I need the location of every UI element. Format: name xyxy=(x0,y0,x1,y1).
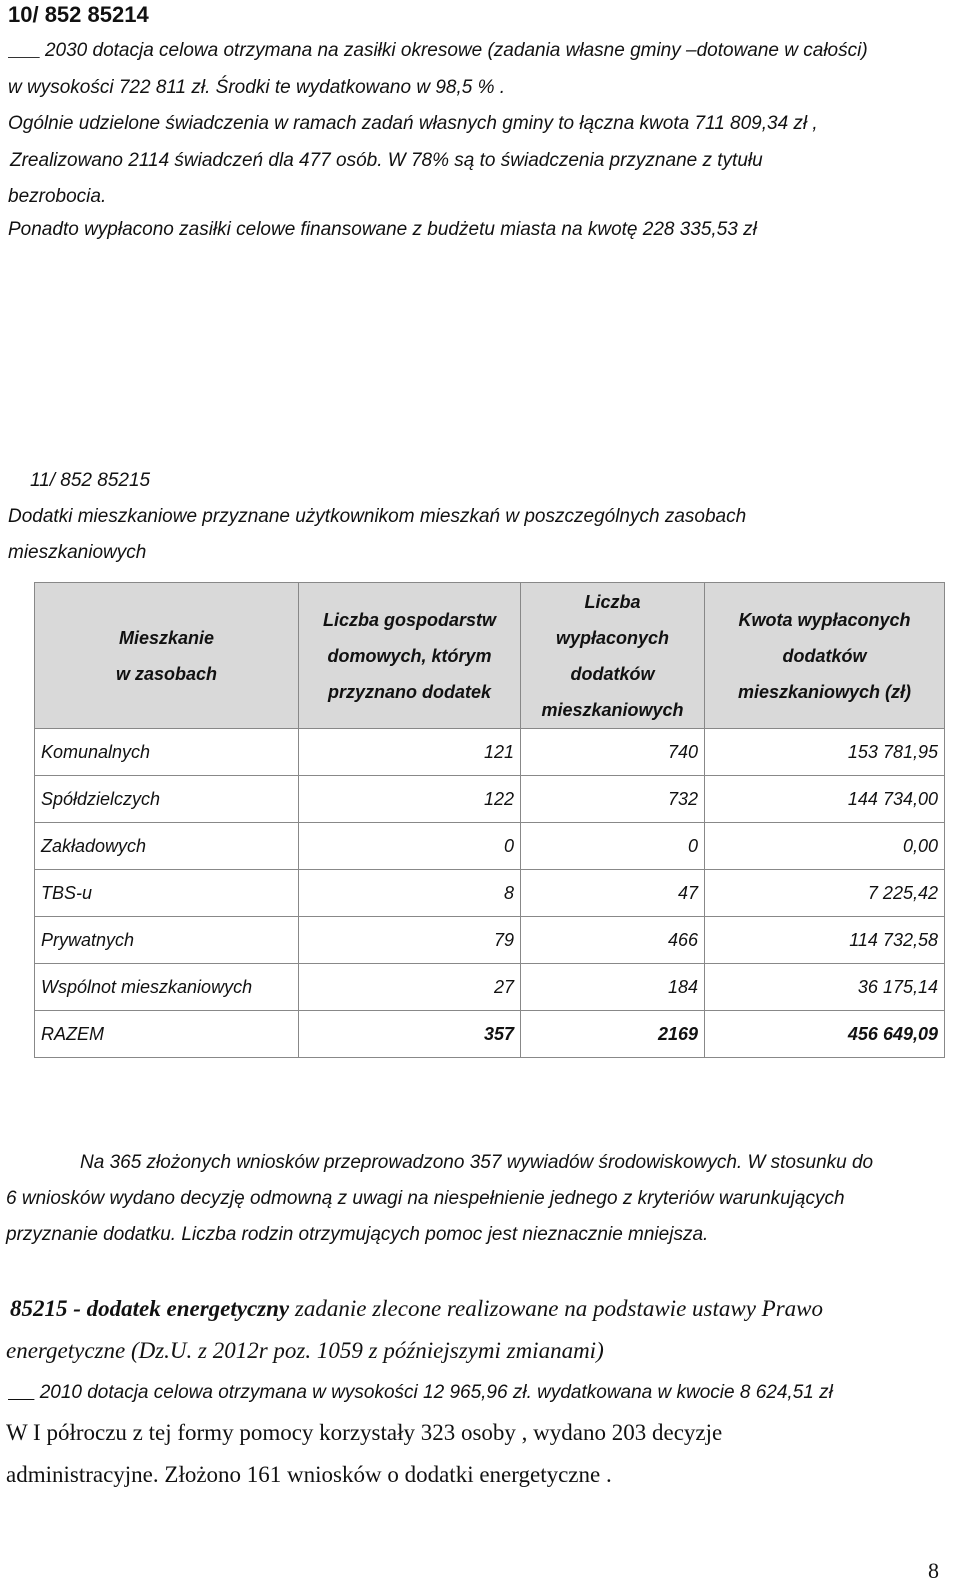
section-10-line-6: Ponadto wypłacono zasiłki celowe finansowane z budżetu miasta na kwotę 228 335,53 zł xyxy=(8,219,757,240)
paid-cell: 2169 xyxy=(521,1011,705,1058)
header-text: Liczba gospodarstw xyxy=(322,609,497,630)
housing-allowance-table xyxy=(34,582,945,1058)
table-row xyxy=(35,870,945,917)
table-row xyxy=(35,823,945,870)
header-paid-count xyxy=(521,583,705,729)
row-label: Komunalnych xyxy=(35,729,299,776)
paid-cell: 466 xyxy=(521,917,705,964)
amount-cell: 0,00 xyxy=(705,823,945,870)
households-cell: 27 xyxy=(299,964,521,1011)
section-11-heading: 11/ 852 85215 xyxy=(30,470,151,491)
amount-cell: 114 732,58 xyxy=(705,917,945,964)
header-text: Liczba xyxy=(584,591,641,612)
header-text: przyznano dodatek xyxy=(327,681,492,702)
paragraph-line-1: Na 365 złożonych wniosków przeprowadzono 357 wywiadów środowiskowych. W stosunku do xyxy=(80,1152,874,1173)
table-total-row xyxy=(35,1011,945,1058)
header-amount xyxy=(705,583,945,729)
section-11-line-1: Dodatki mieszkaniowe przyznane użytkownikom mieszkań w poszczególnych zasobach xyxy=(8,506,747,527)
header-text: wypłaconych xyxy=(555,627,670,648)
section-10-heading: 10/ 852 85214 xyxy=(8,2,149,27)
amount-cell: 144 734,00 xyxy=(705,776,945,823)
table-header-row xyxy=(35,583,945,729)
amount-cell: 36 175,14 xyxy=(705,964,945,1011)
row-label: Spółdzielczych xyxy=(35,776,299,823)
page-number: 8 xyxy=(928,1558,939,1583)
row-label: RAZEM xyxy=(35,1011,299,1058)
header-text: domowych, którym xyxy=(327,645,492,666)
header-housing-stock xyxy=(35,583,299,729)
households-cell: 121 xyxy=(299,729,521,776)
households-cell: 122 xyxy=(299,776,521,823)
energy-line-3-text: 2010 dotacja celowa otrzymana w wysokości 12 965,96 zł. wydatkowana w kwocie 8 624,51 zł xyxy=(39,1382,833,1403)
row-label: Wspólnot mieszkaniowych xyxy=(35,964,299,1011)
section-10-line-1 xyxy=(8,40,940,62)
energy-line-2: energetyczne (Dz.U. z 2012r poz. 1059 z późniejszymi zmianami) xyxy=(6,1338,604,1363)
section-11-line-2: mieszkaniowych xyxy=(8,542,147,563)
row-label: Zakładowych xyxy=(35,823,299,870)
paid-cell: 732 xyxy=(521,776,705,823)
households-cell: 357 xyxy=(299,1011,521,1058)
header-households xyxy=(299,583,521,729)
energy-heading-bold: 85215 - dodatek energetyczny xyxy=(10,1296,290,1321)
households-cell: 8 xyxy=(299,870,521,917)
energy-heading xyxy=(10,1296,823,1322)
paid-cell: 184 xyxy=(521,964,705,1011)
header-text: Mieszkanie xyxy=(118,627,215,648)
households-cell: 79 xyxy=(299,917,521,964)
households-cell: 0 xyxy=(299,823,521,870)
amount-cell: 7 225,42 xyxy=(705,870,945,917)
section-10-line-5: bezrobocia. xyxy=(8,186,107,207)
amount-cell: 456 649,09 xyxy=(705,1011,945,1058)
table-row xyxy=(35,964,945,1011)
header-text: dodatków xyxy=(570,663,655,684)
energy-line-3 xyxy=(8,1382,833,1404)
paid-cell: 47 xyxy=(521,870,705,917)
header-text: w zasobach xyxy=(115,663,218,684)
row-label: TBS-u xyxy=(35,870,299,917)
header-text: mieszkaniowych xyxy=(541,699,684,720)
section-10-line-4: Zrealizowano 2114 świadczeń dla 477 osób. W 78% są to świadczenia przyznane z tytułu xyxy=(10,150,763,171)
paid-cell: 0 xyxy=(521,823,705,870)
energy-heading-rest: zadanie zlecone realizowane na podstawie ustawy Prawo xyxy=(289,1296,824,1321)
table-row xyxy=(35,917,945,964)
energy-line-4: W I półroczu z tej formy pomocy korzystały 323 osoby , wydano 203 decyzje xyxy=(6,1420,723,1445)
paragraph-line-3: przyznanie dodatku. Liczba rodzin otrzymujących pomoc jest nieznacznie mniejsza. xyxy=(6,1224,709,1245)
paragraph-line-2: 6 wniosków wydano decyzję odmowną z uwagi na niespełnienie jednego z kryteriów warunkujących xyxy=(6,1188,845,1209)
amount-cell: 153 781,95 xyxy=(705,729,945,776)
header-text: Kwota wypłaconych xyxy=(738,609,911,630)
table-row xyxy=(35,776,945,823)
header-text: dodatków xyxy=(782,645,867,666)
table-row xyxy=(35,729,945,776)
paid-cell: 740 xyxy=(521,729,705,776)
energy-line-5: administracyjne. Złożono 161 wniosków o dodatki energetyczne . xyxy=(6,1462,612,1487)
section-10-line-3: Ogólnie udzielone świadczenia w ramach zadań własnych gminy to łączna kwota 711 809,34 zł , xyxy=(8,113,818,134)
header-text: mieszkaniowych (zł) xyxy=(737,681,912,702)
row-label: Prywatnych xyxy=(35,917,299,964)
section-10-line-2: w wysokości 722 811 zł. Środki te wydatkowano w 98,5 % . xyxy=(8,77,506,98)
section-10-line-1-text: 2030 dotacja celowa otrzymana na zasiłki okresowe (zadania własne gminy –dotowane w całości) xyxy=(44,40,868,61)
